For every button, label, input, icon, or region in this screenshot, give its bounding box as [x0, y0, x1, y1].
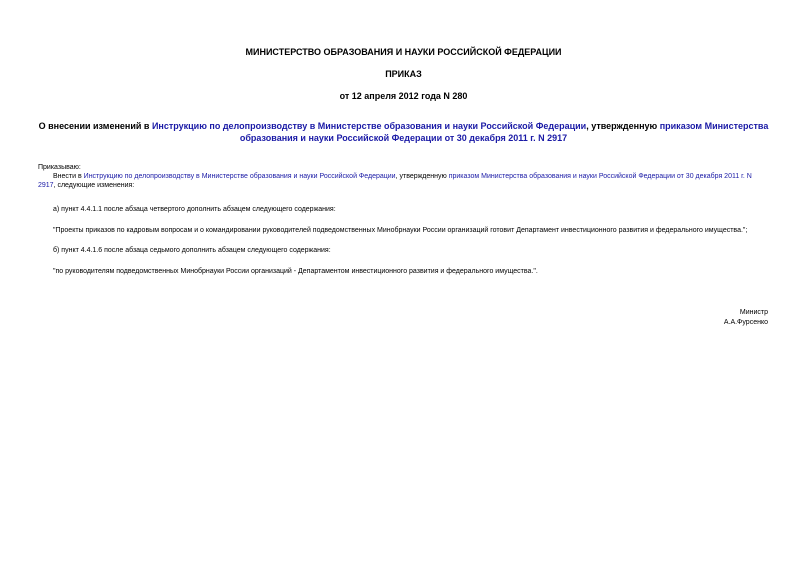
item-a: а) пункт 4.4.1.1 после абзаца четвертого дополнить абзацем следующего содержания:: [53, 206, 336, 213]
signature-name: А.А.Фурсенко: [723, 319, 768, 326]
title-link-order[interactable]: приказом Министерства образования и науки Российской Федерации от 30 декабря 2011 г. N 2917: [239, 121, 769, 143]
intro-text-2: , утвержденную: [395, 173, 449, 180]
title-link-instruction[interactable]: Инструкцию по делопроизводству в Министерстве образования и науки Российской Федерации: [151, 121, 587, 131]
intro-link-instruction[interactable]: Инструкцию по делопроизводству в Министерстве образования и науки Российской Федерации: [83, 173, 396, 180]
doc-type-heading: ПРИКАЗ: [385, 69, 422, 79]
date-line: от 12 апреля 2012 года N 280: [339, 91, 468, 101]
ministry-heading: МИНИСТЕРСТВО ОБРАЗОВАНИЯ И НАУКИ РОССИЙСКОЙ ФЕДЕРАЦИИ: [245, 47, 562, 57]
document-title: [30, 120, 777, 144]
quote-b: "по руководителям подведомственных Минобрнауки России организаций - Департаментом инвестиционного развития и федерального имущества.".: [53, 268, 538, 275]
title-text-1: О внесении изменений в: [38, 121, 152, 131]
intro-text-3: , следующие изменения:: [53, 182, 135, 189]
intro-text-1: Внести в: [53, 173, 84, 180]
order-word: Приказываю:: [38, 164, 81, 171]
quote-a: "Проекты приказов по кадровым вопросам и о командировании руководителей подведомственных Минобрнауки России организаций готовит Департамент инвестиционного развития и федерального имущества.";: [53, 227, 748, 234]
signature-position: Министр: [739, 309, 768, 316]
item-b: б) пункт 4.4.1.6 после абзаца седьмого дополнить абзацем следующего содержания:: [53, 247, 331, 254]
intro-paragraph: [38, 172, 769, 190]
title-text-2: , утвержденную: [586, 121, 660, 131]
intro-link-order[interactable]: приказом Министерства образования и науки Российской Федерации от 30 декабря 2011 г. N 2917: [38, 173, 752, 189]
